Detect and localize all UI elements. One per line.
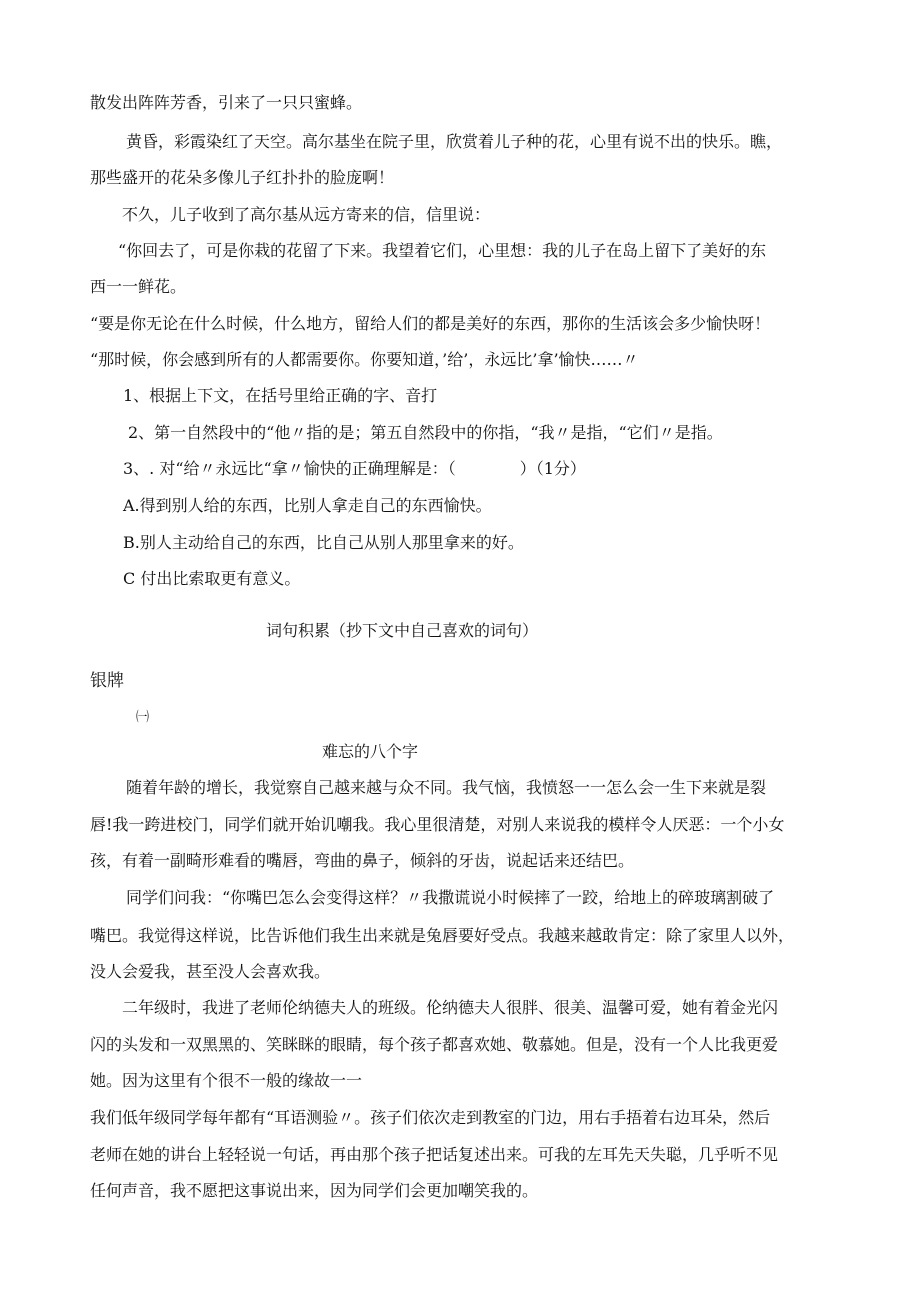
- question-1: 1、根据上下文，在括号里给正确的字、音打: [123, 386, 438, 405]
- paragraph-line: “要是你无论在什么时候，什么地方，留给人们的都是美好的东西，那你的生活该会多少愉快呀！: [90, 314, 771, 333]
- paragraph-line: 任何声音，我不愿把这事说出来，因为同学们会更加嘲笑我的。: [90, 1181, 539, 1200]
- question-2: 2、第一自然段中的“他〃指的是；第五自然段中的你指，“我〃是指，“它们〃是指。: [128, 423, 723, 442]
- paragraph-line: 孩，有着一副畸形难看的嘴唇，弯曲的鼻子，倾斜的牙齿，说起话来还结巴。: [90, 851, 635, 870]
- option-c: C 付出比索取更有意义。: [123, 569, 301, 588]
- paragraph-line: 同学们问我：“你嘴巴怎么会变得这样？〃我撒谎说小时候摔了一跤，给地上的碎玻璃割破了: [126, 888, 775, 907]
- paragraph-line: 散发出阵阵芳香，引来了一只只蜜蜂。: [90, 93, 363, 112]
- paragraph-line: 那些盛开的花朵多像儿子红扑扑的脸庞啊！: [90, 168, 395, 187]
- paragraph-line: 随着年龄的增长，我觉察自己越来越与众不同。我气恼，我愤怒一一怎么会一生下来就是裂: [126, 778, 767, 797]
- paragraph-line: 我们低年级同学每年都有“耳语测验〃。孩子们依次走到教室的门边，用右手捂着右边耳朵，然后: [90, 1108, 771, 1127]
- paragraph-line: 黄昏，彩霞染红了天空。高尔基坐在院子里，欣赏着儿子种的花，心里有说不出的快乐。瞧，: [126, 132, 783, 151]
- paragraph-line: 西一一鲜花。: [90, 277, 187, 296]
- section-heading: 词句积累（抄下文中自己喜欢的词句）: [266, 621, 539, 640]
- paragraph-line: 她。因为这里有个很不一般的缘故一一: [90, 1071, 363, 1090]
- option-b: B.别人主动给自己的东西，比自己从别人那里拿来的好。: [123, 533, 524, 552]
- section-title: 银牌: [90, 671, 124, 691]
- paragraph-line: 二年级时，我进了老师伦纳德夫人的班级。伦纳德夫人很胖、很美、温馨可爱，她有着金光闪: [122, 998, 779, 1017]
- option-a: A.得到别人给的东西，比别人拿走自己的东西愉快。: [123, 496, 492, 515]
- paragraph-line: 老师在她的讲台上轻轻说一句话，再由那个孩子把话复述出来。可我的左耳先天失聪，几乎听不见: [90, 1145, 779, 1164]
- paragraph-line: 不久，儿子收到了高尔基从远方寄来的信，信里说：: [122, 205, 491, 224]
- section-number: ㈠: [136, 710, 150, 725]
- paragraph-line: “那时候，你会感到所有的人都需要你。你要知道，’给’，永远比’拿’愉快……〃: [90, 350, 639, 369]
- paragraph-line: 闪的头发和一双黑黑的、笑眯眯的眼睛，每个孩子都喜欢她、敬慕她。但是，没有一个人比我更爱: [90, 1035, 779, 1054]
- question-3: 3、. 对“给〃永远比“拿〃愉快的正确理解是：（ ）（1分）: [123, 459, 586, 478]
- paragraph-line: “你回去了，可是你栽的花留了下来。我望着它们，心里想：我的儿子在岛上留下了美好的东: [118, 241, 767, 260]
- article-title: 难忘的八个字: [322, 742, 419, 761]
- paragraph-line: 唇!我一跨进校门，同学们就开始讥嘲我。我心里很清楚，对别人来说我的模样令人厌恶：一个小女: [90, 815, 785, 834]
- paragraph-line: 嘴巴。我觉得这样说，比告诉他们我生出来就是兔唇要好受点。我越来越敢肯定：除了家里人以外，: [90, 926, 795, 945]
- paragraph-line: 没人会爱我，甚至没人会喜欢我。: [90, 962, 331, 981]
